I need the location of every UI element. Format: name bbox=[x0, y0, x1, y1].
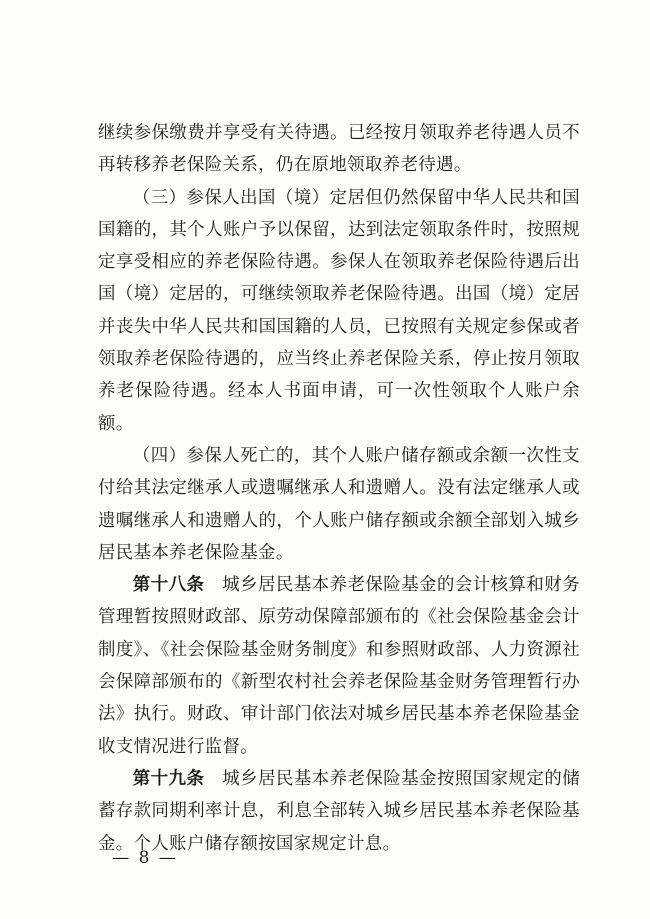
page-number: — 8 — bbox=[112, 848, 178, 868]
paragraph-article-19 bbox=[98, 763, 580, 860]
article-number: 第十九条 bbox=[132, 768, 205, 789]
paragraph-text: 继续参保缴费并享受有关待遇。已经按月领取养老待遇人员不再转移养老保险关系，仍在原地领取养老待遇。 bbox=[98, 123, 580, 176]
paragraph-text: 城乡居民基本养老保险基金的会计核算和财务管理暂按照财政部、原劳动保障部颁布的《社会保险基金会计制度》、《社会保险基金财务制度》和参照财政部、人力资源社会保障部颁布的《新型农村社会养老保险基金财务管理暂行办法》执行。财政、审计部门依法对城乡居民基本养老保险基金收支情况进行监督。 bbox=[98, 575, 581, 757]
paragraph-text: 城乡居民基本养老保险基金按照国家规定的储蓄存款同期利率计息，利息全部转入城乡居民基本养老保险基金。个人账户储存额按国家规定计息。 bbox=[98, 768, 581, 854]
paragraph-article-18 bbox=[98, 569, 580, 763]
paragraph-clause-4 bbox=[98, 440, 580, 569]
paragraph-text: （三）参保人出国（境）定居但仍然保留中华人民共和国国籍的，其个人账户予以保留，达到法定领取条件时，按照规定享受相应的养老保险待遇。参保人在领取养老保险待遇后出国（境）定居的，可继续领取养老保险待遇。出国（境）定居并丧失中华人民共和国国籍的人员，已按照有关规定参保或者领取养老保险待遇的，应当终止养老保险关系，停止按月领取养老保险待遇。经本人书面申请，可一次性领取个人账户余额。 bbox=[98, 187, 580, 434]
article-number: 第十八条 bbox=[132, 575, 205, 596]
paragraph-continuation bbox=[98, 117, 580, 182]
body-text bbox=[98, 117, 580, 860]
paragraph-clause-3 bbox=[98, 182, 580, 440]
paragraph-text: （四）参保人死亡的，其个人账户储存额或余额一次性支付给其法定继承人或遗嘱继承人和遗赠人。没有法定继承人或遗嘱继承人和遗赠人的，个人账户储存额或余额全部划入城乡居民基本养老保险基金。 bbox=[98, 445, 580, 563]
